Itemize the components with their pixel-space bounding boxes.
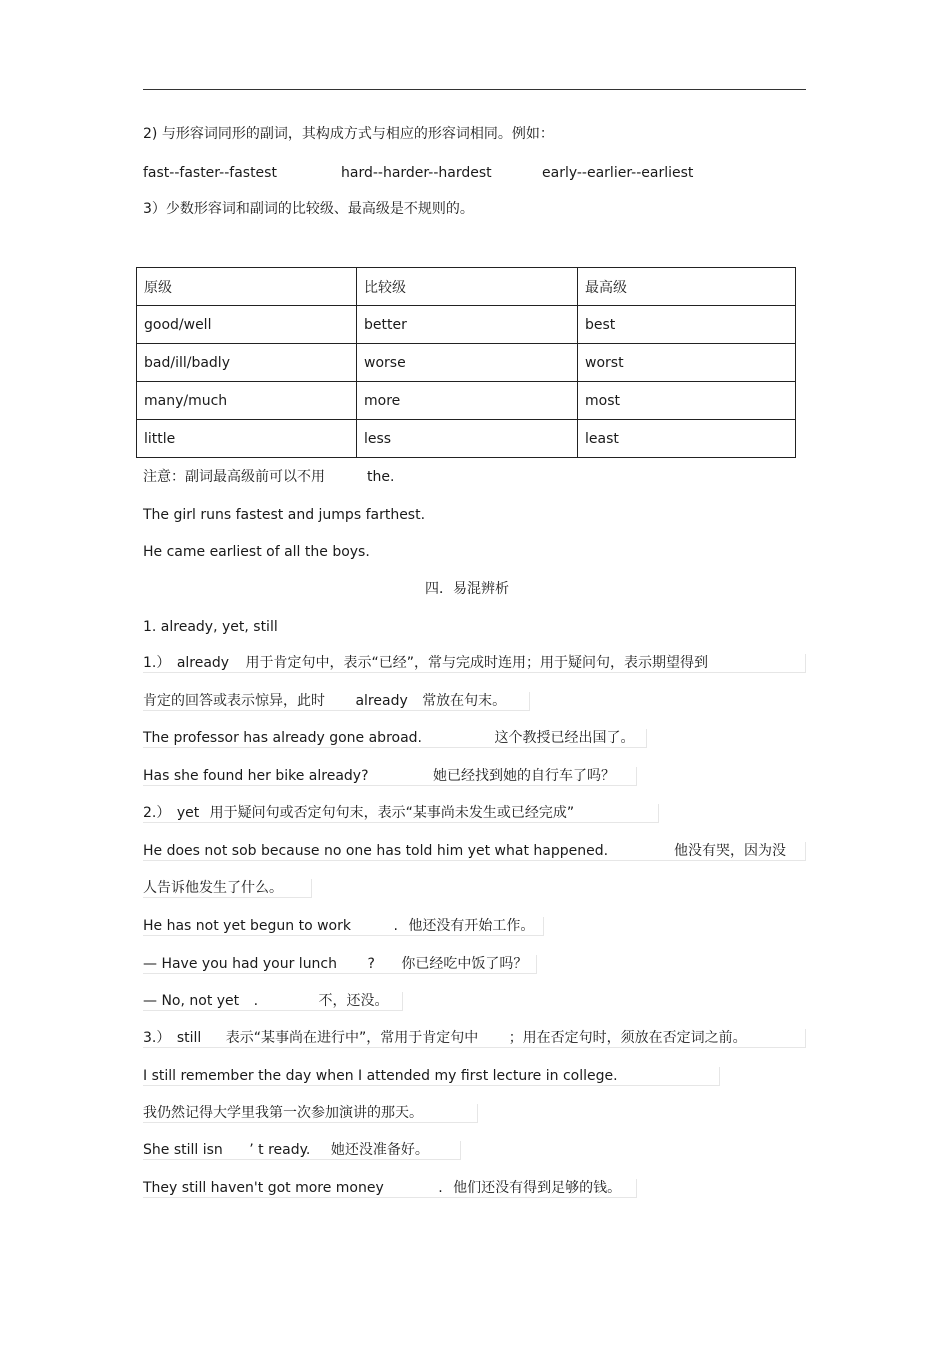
still-num: 3.） [143, 1030, 171, 1046]
example-en: He has not yet begun to work [143, 918, 351, 934]
already-desc-line [143, 654, 806, 673]
example-cn: 不，还没。 [318, 993, 389, 1009]
table-cell: little [137, 420, 357, 458]
table-cell: many/much [137, 382, 357, 420]
item-heading: 1. already, yet, still [143, 619, 278, 635]
section-note-2: 2) 与形容词同形的副词，其构成方式与相应的形容词相同。例如： [143, 126, 554, 142]
table-cell: better [357, 306, 578, 344]
yet-example-2 [143, 917, 544, 936]
example-cn: 她还没准备好。 [330, 1142, 429, 1158]
comparison-table [136, 267, 796, 458]
already-example-1 [143, 729, 647, 748]
still-desc-line [143, 1029, 806, 1048]
example-en: t ready. [258, 1142, 311, 1158]
example-en: — No, not yet [143, 993, 240, 1009]
section-title: 四．易混辨析 [425, 581, 509, 597]
example-dot: . [393, 918, 398, 934]
yet-example-1-cont: 人告诉他发生了什么。 [143, 879, 312, 898]
already-desc-line-2 [143, 692, 530, 711]
example-q: ? [367, 956, 375, 972]
still-desc-b: ；用在否定句时，须放在否定词之前。 [508, 1030, 747, 1046]
table-header-row [137, 268, 796, 306]
table-cell: worse [357, 344, 578, 382]
already-desc2b: already [355, 693, 408, 709]
example-cn: 他还没有开始工作。 [408, 918, 535, 934]
example-apostrophe: ’ [249, 1142, 254, 1158]
yet-num: 2.） [143, 805, 171, 821]
still-example-1: I still remember the day when I attended my first lecture in college. [143, 1067, 720, 1086]
table-cell: less [357, 420, 578, 458]
example-dot: . [438, 1180, 443, 1196]
table-cell: best [578, 306, 796, 344]
already-desc2c: 常放在句末。 [422, 693, 507, 709]
still-word: still [176, 1030, 202, 1046]
example-dot: . [253, 993, 259, 1009]
example-cn: 这个教授已经出国了。 [494, 730, 635, 746]
example-cn: 他没有哭，因为没 [674, 843, 786, 859]
note-text: 注意：副词最高级前可以不用 [143, 469, 325, 485]
table-header-cell: 原级 [137, 268, 357, 306]
example-en: He does not sob because no one has told him yet what happened. [143, 843, 609, 859]
example-sentence: The girl runs fastest and jumps farthest. [143, 507, 426, 523]
still-desc-a: 表示“某事尚在进行中”，常用于肯定句中 [225, 1030, 479, 1046]
already-num: 1.） [143, 655, 171, 671]
example-cn: 她已经找到她的自行车了吗？ [432, 768, 615, 784]
table-cell: good/well [137, 306, 357, 344]
table-header-cell: 最高级 [578, 268, 796, 306]
yet-example-4 [143, 992, 403, 1011]
table-cell: more [357, 382, 578, 420]
table-header-cell: 比较级 [357, 268, 578, 306]
example-sentence: He came earliest of all the boys. [143, 544, 370, 560]
still-example-2 [143, 1141, 461, 1160]
example-en: She still isn [143, 1142, 223, 1158]
example-fast: fast--faster--fastest [143, 165, 277, 181]
example-en: The professor has already gone abroad. [143, 730, 423, 746]
table-cell: worst [578, 344, 796, 382]
table-row [137, 344, 796, 382]
example-cn: 他们还没有得到足够的钱。 [453, 1180, 622, 1196]
already-desc2a: 肯定的回答或表示惊异，此时 [143, 693, 325, 709]
already-word: already [176, 655, 230, 671]
yet-word: yet [176, 805, 200, 821]
table-row [137, 382, 796, 420]
table-cell: most [578, 382, 796, 420]
already-example-2 [143, 767, 637, 786]
header-rule [143, 89, 806, 90]
example-hard: hard--harder--hardest [341, 165, 492, 181]
section-note-3: 3）少数形容词和副词的比较级、最高级是不规则的。 [143, 201, 474, 217]
table-cell: bad/ill/badly [137, 344, 357, 382]
table-row [137, 420, 796, 458]
yet-example-1 [143, 842, 806, 861]
example-en: They still haven't got more money [143, 1180, 384, 1196]
example-en: Has she found her bike already? [143, 768, 369, 784]
still-example-3 [143, 1179, 637, 1198]
yet-example-3 [143, 955, 537, 974]
table-row [137, 306, 796, 344]
yet-desc-line [143, 804, 659, 823]
yet-desc: 用于疑问句或否定句句末，表示“某事尚未发生或已经完成” [209, 805, 575, 821]
table-cell: least [578, 420, 796, 458]
note-word: the. [367, 469, 395, 485]
example-early: early--earlier--earliest [542, 165, 694, 181]
already-desc: 用于肯定句中，表示“已经”，常与完成时连用；用于疑问句，表示期望得到 [245, 655, 709, 671]
still-example-1-cn: 我仍然记得大学里我第一次参加演讲的那天。 [143, 1104, 478, 1123]
example-en: — Have you had your lunch [143, 956, 338, 972]
example-cn: 你已经吃中饭了吗？ [401, 956, 528, 972]
